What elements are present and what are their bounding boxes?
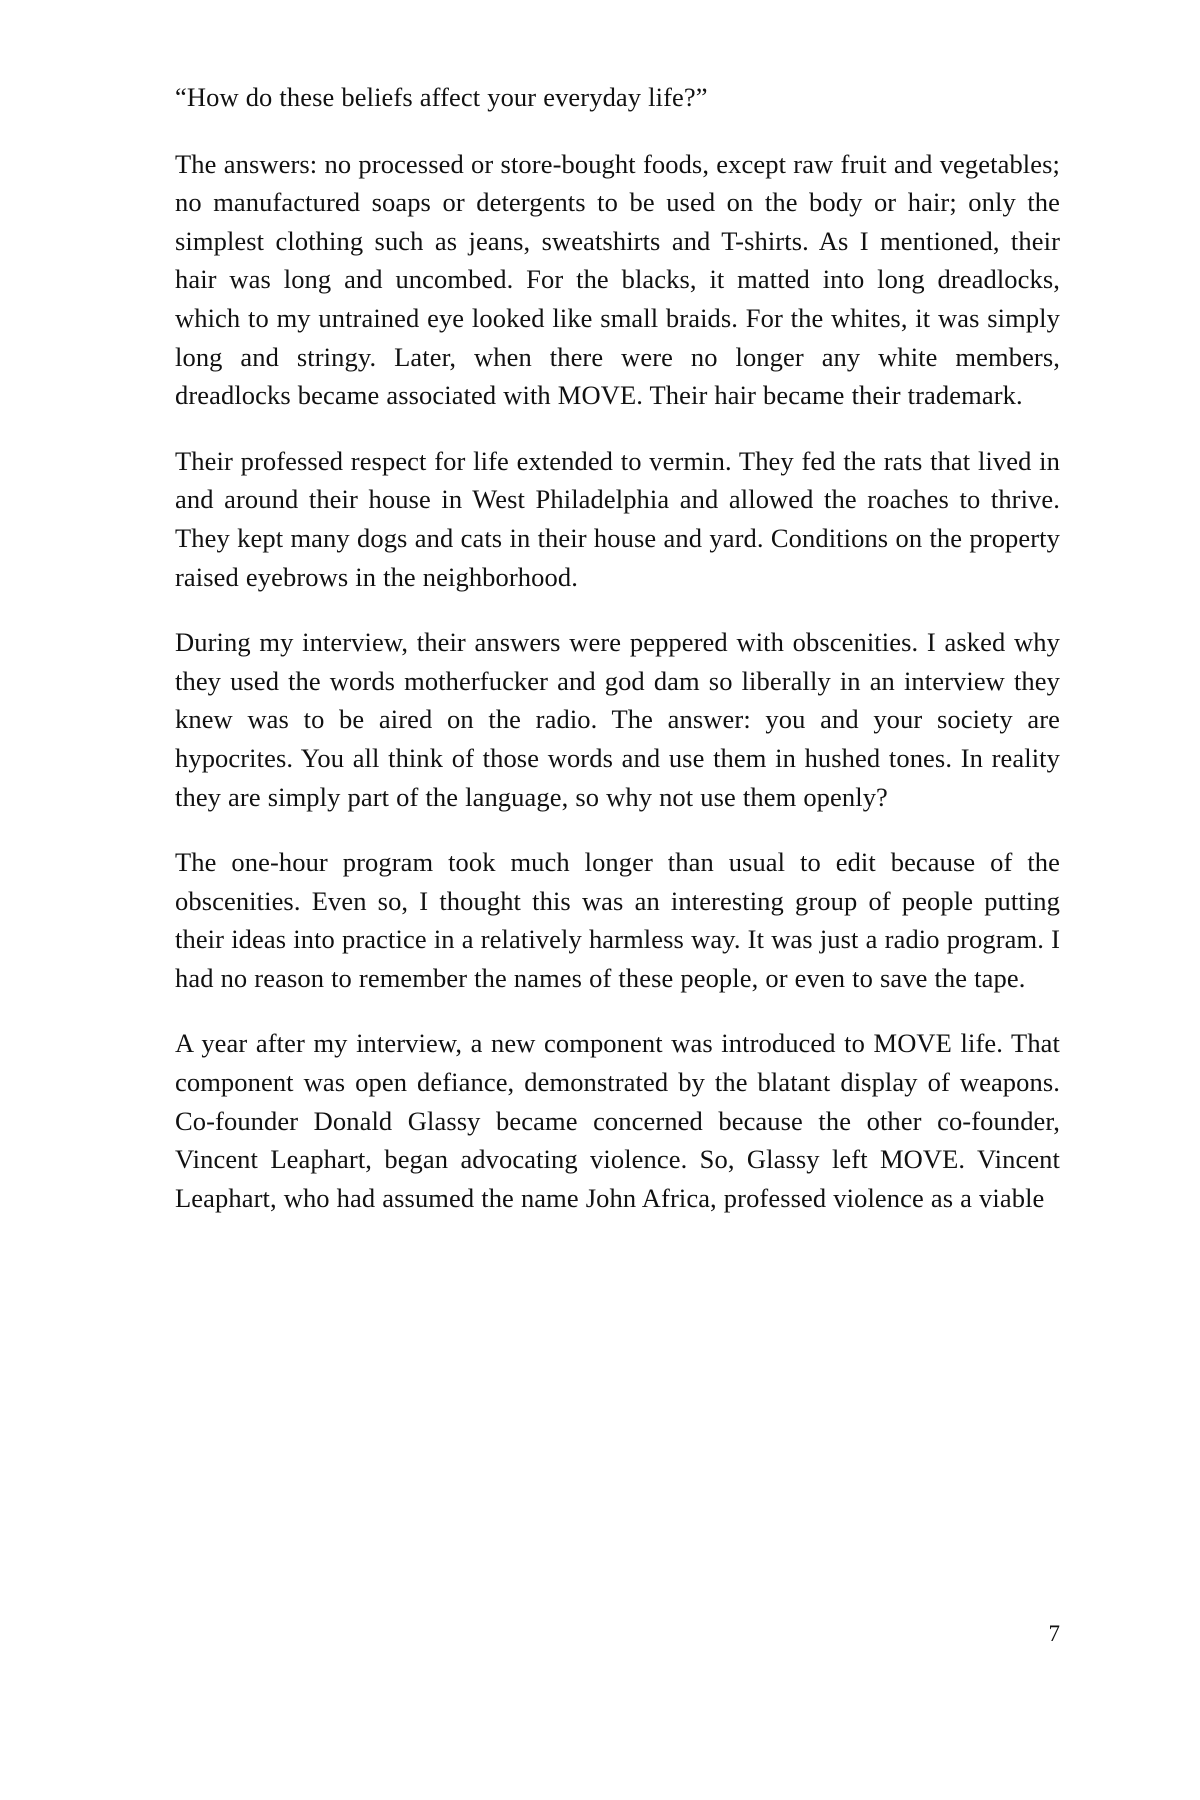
paragraph-during-my-interview: During my interview, their answers were peppered with obscenities. I asked why they used the words motherfucker and god dam so liberally in an interview they knew was to be aired on the radio. The answer: you and your society are hypocrites. You all think of those words and use them in hushed tones. In reality they are simply part of the language, so why not use them openly? <box>175 627 1060 812</box>
paragraph-the-answers: The answers: no processed or store-bought foods, except raw fruit and vegetables; no manufactured soaps or detergents to be used on the body or hair; only the simplest clothing such as jeans, sweatshirts and T-shirts. As I mentioned, their hair was long and uncombed. For the blacks, it matted into long dreadlocks, which to my untrained eye looked like small braids. For the whites, it was simply long and stringy. Later, when there were no longer any white members, dreadlocks became associated with MOVE. Their hair became their trademark. <box>175 148 1060 411</box>
paragraph-a-year-after: A year after my interview, a new component was introduced to MOVE life. That component was open defiance, demonstrated by the blatant display of weapons. Co-founder Donald Glassy became concerned because the other co-founder, Vincent Leaphart, began advocating violence. So, Glassy left MOVE. Vincent Leaphart, who had assumed the name John Africa, professed violence as a viable <box>175 1028 1060 1213</box>
page-number: 7 <box>1048 1621 1060 1646</box>
paragraph-quoted-question: “How do these beliefs affect your everyday life?” <box>175 82 708 112</box>
paragraph-respect-for-life: Their professed respect for life extended to vermin. They fed the rats that lived in and around their house in West Philadelphia and allowed the roaches to thrive. They kept many dogs and cats in their house and yard. Conditions on the property raised eyebrows in the neighborhood. <box>175 445 1060 592</box>
page-body-text <box>175 78 1060 1217</box>
paragraph-one-hour-program: The one-hour program took much longer than usual to edit because of the obscenities. Even so, I thought this was an interesting group of people putting their ideas into practice in a relatively harmless way. It was just a radio program. I had no reason to remember the names of these people, or even to save the tape. <box>175 847 1060 993</box>
